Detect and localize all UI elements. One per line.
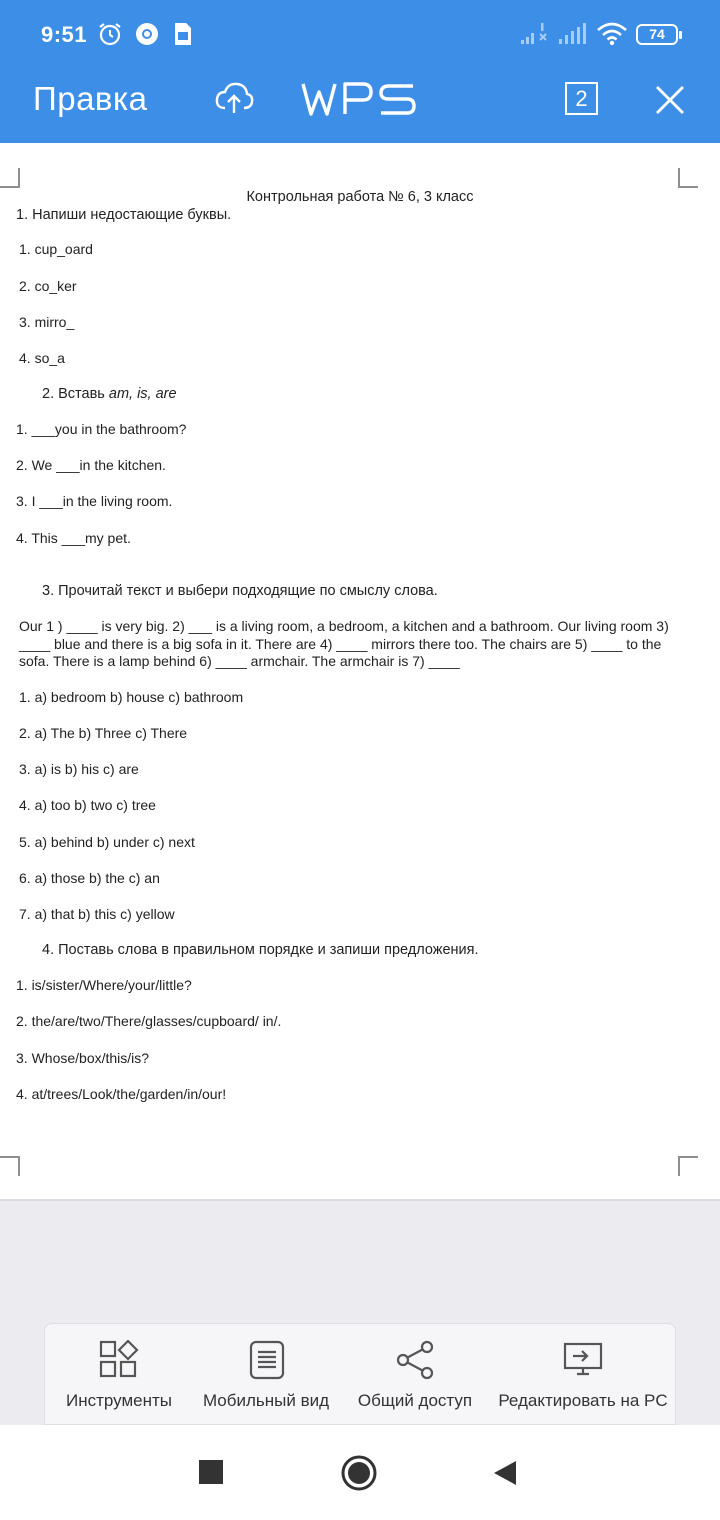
- wps-logo-icon: [301, 80, 419, 118]
- list-item: 2. co_ker: [19, 278, 77, 294]
- text-paragraph: Our 1 ) ____ is very big. 2) ___ is a living room, a bedroom, a kitchen and a bathroom. Our living room 3) ____ blue and there is a big sofa in it. There are 4) ____ mirrors there too. The chairs are 5) ____ to the sofa. There is a lamp behind 6) ____ armchair. The armchair is 7) ____: [19, 618, 669, 669]
- list-item: 1. cup_oard: [19, 241, 93, 257]
- list-item: 1. ___you in the bathroom?: [16, 421, 187, 437]
- share-label: Общий доступ: [357, 1391, 473, 1410]
- mobile-view-label: Мобильный вид: [202, 1391, 330, 1410]
- heading-italic: am, is, are: [108, 386, 177, 402]
- signal-no-data-icon: [520, 21, 550, 47]
- tools-label: Инструменты: [65, 1391, 172, 1410]
- signal-icon: [558, 21, 588, 47]
- wifi-icon: [596, 21, 628, 47]
- section-heading: 4. Поставь слова в правильном порядке и запиши предложения.: [42, 942, 479, 958]
- list-item: 1. a) bedroom b) house c) bathroom: [19, 689, 244, 705]
- page-corner-mark: [0, 168, 20, 188]
- list-item: 4. so_a: [19, 350, 65, 366]
- chrome-icon: [134, 21, 160, 47]
- home-icon[interactable]: [340, 1454, 378, 1492]
- edit-on-pc-button[interactable]: [491, 1324, 675, 1424]
- page-corner-mark: [0, 1156, 20, 1176]
- list-item: 2. the/are/two/There/glasses/cupboard/ in/.: [16, 1013, 282, 1029]
- page-corner-mark: [678, 168, 698, 188]
- list-item: 6. a) those b) the c) an: [19, 870, 160, 886]
- section-heading: [42, 386, 177, 402]
- tabs-count-button[interactable]: 2: [565, 82, 598, 115]
- cloud-upload-icon[interactable]: [214, 80, 254, 116]
- mobile-view-button[interactable]: [193, 1324, 339, 1424]
- bottom-toolbar: [44, 1323, 676, 1425]
- list-item: 4. at/trees/Look/the/garden/in/our!: [16, 1086, 227, 1102]
- list-item: 2. We ___in the kitchen.: [16, 457, 166, 473]
- edit-on-pc-icon: [561, 1340, 605, 1380]
- list-item: 1. is/sister/Where/your/little?: [16, 977, 192, 993]
- navigation-bar: [0, 1425, 720, 1520]
- tools-icon: [99, 1340, 139, 1380]
- recent-apps-icon[interactable]: [199, 1460, 223, 1484]
- battery-icon: [636, 24, 678, 45]
- status-bar: [0, 0, 720, 70]
- wps-logo: [301, 80, 419, 123]
- alarm-icon: [97, 21, 123, 47]
- page-corner-mark: [678, 1156, 698, 1176]
- mobile-view-icon: [247, 1340, 287, 1380]
- list-item: 4. This ___my pet.: [16, 530, 131, 546]
- share-button[interactable]: [339, 1324, 491, 1424]
- list-item: 3. a) is b) his c) are: [19, 761, 139, 777]
- battery-level: 74: [649, 26, 665, 42]
- list-item: 7. a) that b) this c) yellow: [19, 906, 175, 922]
- section-heading: 3. Прочитай текст и выбери подходящие по смыслу слова.: [42, 583, 438, 599]
- list-item: 3. I ___in the living room.: [16, 493, 173, 509]
- list-item: 3. mirro_: [19, 314, 75, 330]
- back-icon[interactable]: [492, 1459, 518, 1487]
- list-item: 2. a) The b) Three c) There: [19, 725, 188, 741]
- document-page[interactable]: [0, 143, 720, 1201]
- document-title: Контрольная работа № 6, 3 класс: [246, 189, 474, 205]
- edit-on-pc-label: Редактировать на PC: [498, 1391, 668, 1410]
- close-icon[interactable]: [654, 84, 686, 116]
- list-item: 4. a) too b) two c) tree: [19, 797, 156, 813]
- status-time: 9:51: [41, 22, 88, 47]
- sim-card-icon: [172, 21, 194, 47]
- edit-button[interactable]: Правка: [33, 80, 148, 117]
- app-header: [0, 0, 720, 143]
- share-icon: [395, 1340, 435, 1380]
- list-item: 5. a) behind b) under c) next: [19, 834, 195, 850]
- section-heading: 1. Напиши недостающие буквы.: [16, 207, 232, 223]
- list-item: 3. Whose/box/this/is?: [16, 1050, 150, 1066]
- tools-button[interactable]: [45, 1324, 193, 1424]
- heading-prefix: 2. Вставь: [42, 386, 109, 402]
